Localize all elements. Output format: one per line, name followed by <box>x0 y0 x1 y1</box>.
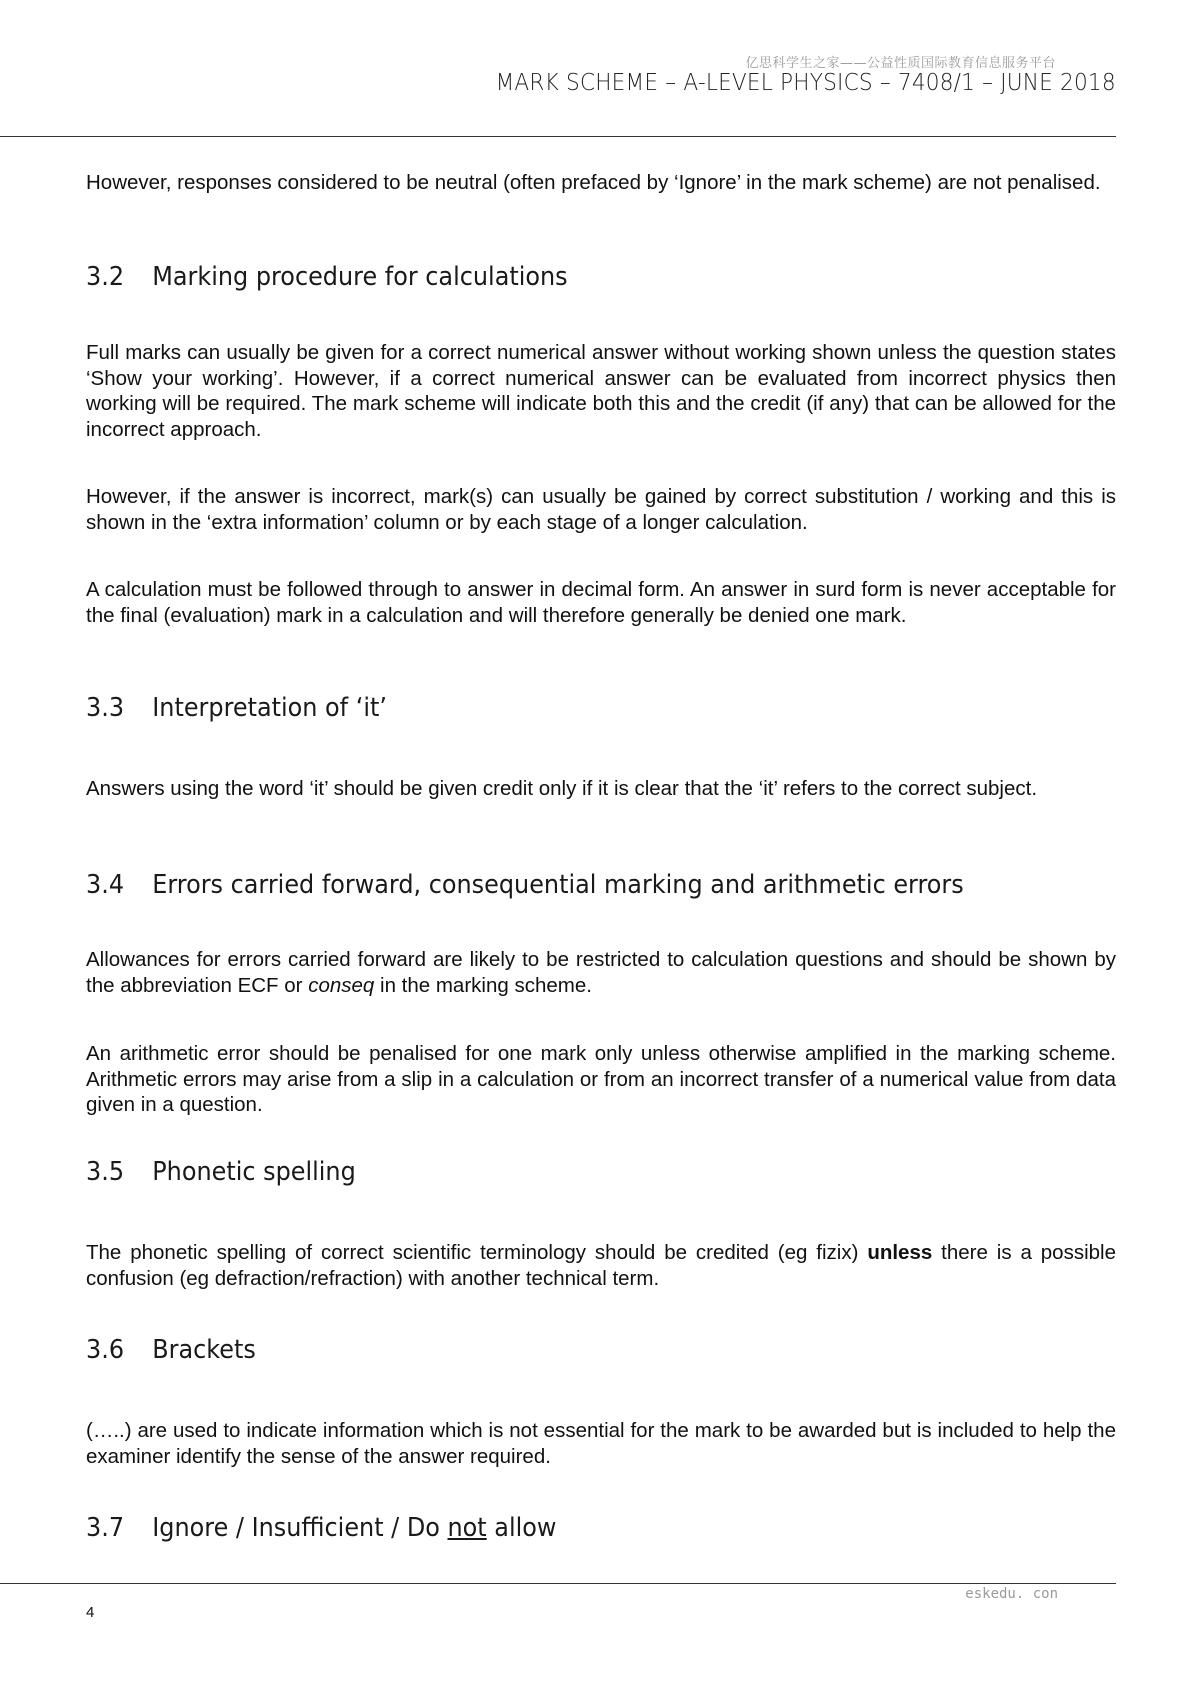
paragraph-3-2-2: However, if the answer is incorrect, mark(s) can usually be gained by correct substitution / working and this is shown in the ‘extra information’ column or by each stage of a longer calculation. <box>86 485 1116 534</box>
paragraph-3-3-1: Answers using the word ‘it’ should be given credit only if it is clear that the ‘it’ refers to the correct subject. <box>86 777 1038 800</box>
header-rule <box>0 136 1116 137</box>
paragraph-3-2-1: Full marks can usually be given for a correct numerical answer without working shown unless the question states ‘Show your working’. However, if a correct numerical answer can be evaluated from incorrect physics then working will be required. The mark scheme will indicate both this and the credit (if any) that can be allowed for the incorrect approach. <box>86 341 1116 441</box>
paragraph-3-4-1 <box>86 947 1116 998</box>
paragraph-3-6-1: (…..) are used to indicate information which is not essential for the mark to be awarded but is included to help the examiner identify the sense of the answer required. <box>86 1419 1116 1468</box>
header-watermark: 亿思科学生之家——公益性质国际教育信息服务平台 <box>745 56 1056 71</box>
section-title: Interpretation of ‘it’ <box>152 693 387 723</box>
section-number: 3.5 <box>86 1157 125 1187</box>
bold-term: unless <box>867 1241 933 1264</box>
section-heading-3-5 <box>86 1157 356 1187</box>
section-number: 3.2 <box>86 262 125 292</box>
section-heading-3-2 <box>86 262 568 292</box>
title-run: allow <box>486 1513 557 1543</box>
footer-watermark: eskedu. con <box>965 1586 1058 1602</box>
section-number: 3.7 <box>86 1513 125 1543</box>
section-heading-3-6 <box>86 1335 256 1365</box>
title-run: Ignore / Insufficient / Do <box>152 1513 448 1543</box>
section-title: Brackets <box>152 1335 256 1365</box>
intro-paragraph: However, responses considered to be neutral (often prefaced by ‘Ignore’ in the mark scheme) are not penalised. <box>86 171 1101 194</box>
page-number: 4 <box>86 1604 95 1621</box>
footer-rule <box>0 1583 1116 1584</box>
section-heading-3-4 <box>86 870 964 900</box>
underlined-word: not <box>447 1513 487 1543</box>
section-number: 3.4 <box>86 870 125 900</box>
text-run: The phonetic spelling of correct scientific terminology should be credited (eg fizix) <box>86 1241 868 1264</box>
text-run: in the marking scheme. <box>374 973 592 997</box>
section-title: Errors carried forward, consequential marking and arithmetic errors <box>152 870 964 900</box>
text-run: Allowances for errors carried forward are likely to be restricted to calculation questions and should be shown by the abbreviation ECF or <box>86 948 1116 997</box>
section-number: 3.3 <box>86 693 125 723</box>
section-heading-3-7 <box>86 1513 556 1543</box>
section-heading-3-3 <box>86 693 387 723</box>
italic-term: conseq <box>308 973 375 997</box>
document-header-title: MARK SCHEME – A-LEVEL PHYSICS – 7408/1 – JUNE 2018 <box>495 70 1116 96</box>
section-title: Marking procedure for calculations <box>152 262 568 292</box>
text-run: there is a possible confusion (eg defraction/refraction) with another technical term. <box>86 1241 1116 1290</box>
section-title: Phonetic spelling <box>152 1157 356 1187</box>
paragraph-3-5-1 <box>86 1240 1116 1291</box>
section-title <box>152 1513 556 1543</box>
paragraph-3-2-3: A calculation must be followed through to answer in decimal form. An answer in surd form is never acceptable for the final (evaluation) mark in a calculation and will therefore generally be denied one mark. <box>86 578 1116 627</box>
paragraph-3-4-2: An arithmetic error should be penalised for one mark only unless otherwise amplified in the marking scheme. Arithmetic errors may arise from a slip in a calculation or from an incorrect transfer of a numerical value from data given in a question. <box>86 1042 1116 1116</box>
section-number: 3.6 <box>86 1335 125 1365</box>
